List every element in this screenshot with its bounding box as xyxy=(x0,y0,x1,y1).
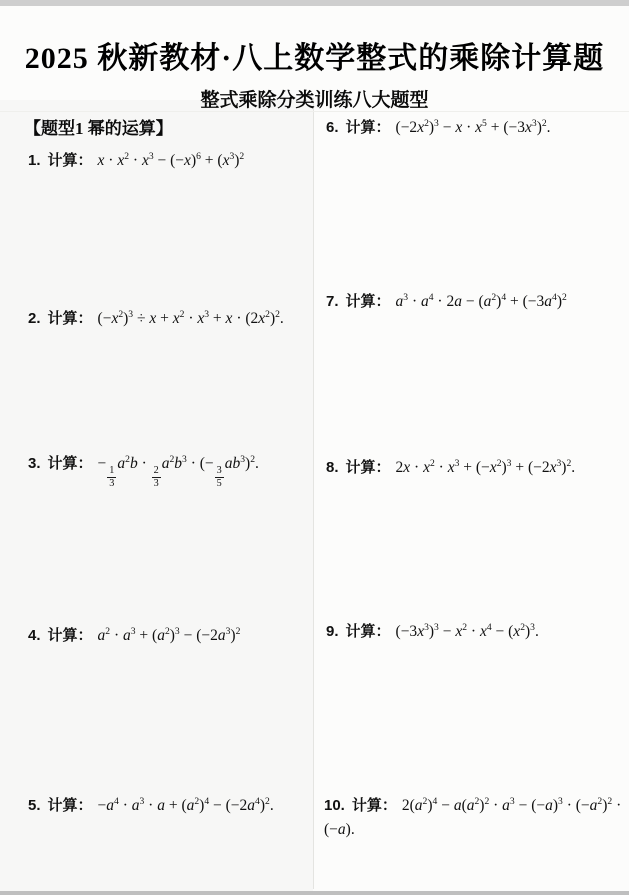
page-subtitle: 整式乘除分类训练八大题型 xyxy=(200,90,429,111)
problem-item-3 xyxy=(28,452,313,490)
problem-item-6 xyxy=(326,116,618,140)
problem-item-5 xyxy=(28,794,313,818)
problem-item-8 xyxy=(326,456,618,480)
problem-expression: $-a^4 \cdot a^3 \cdot a + (a^2)^4 - (-2a^4)^2$. xyxy=(97,795,274,814)
problem-number: 6. xyxy=(326,119,339,136)
section-heading: 【题型1 幂的运算】 xyxy=(24,119,173,138)
problem-label: 计算： xyxy=(351,797,397,814)
problem-number: 10. xyxy=(324,797,345,814)
problem-number: 3. xyxy=(28,455,41,472)
problem-expression: $a^3 \cdot a^4 \cdot 2a - (a^2)^4 + (-3a^4)^2$ xyxy=(395,291,567,310)
problem-item-7 xyxy=(326,290,618,314)
problem-expression: $x \cdot x^2 \cdot x^3 - (-x)^6 + (x^3)^2$ xyxy=(97,150,245,169)
problem-item-10 xyxy=(324,794,622,841)
problem-label: 计算： xyxy=(345,623,391,640)
scan-edge-bottom xyxy=(0,891,629,895)
problem-expression: $(-3x^3)^3 - x^2 \cdot x^4 - (x^2)^3$. xyxy=(395,621,539,640)
problem-label: 计算： xyxy=(47,310,93,327)
problem-expression: $2x \cdot x^2 \cdot x^3 + (-x^2)^3 + (-2x^3)^2$. xyxy=(395,457,576,476)
problem-number: 4. xyxy=(28,627,41,644)
problem-label: 计算： xyxy=(345,459,391,476)
problem-label: 计算： xyxy=(345,293,391,310)
problem-item-4 xyxy=(28,624,313,648)
problem-label: 计算： xyxy=(345,119,391,136)
left-column-shade xyxy=(0,100,313,891)
problem-expression: $(-2x^2)^3 - x \cdot x^5 + (-3x^3)^2$. xyxy=(395,117,551,136)
problem-item-1 xyxy=(28,149,313,173)
problem-number: 7. xyxy=(326,293,339,310)
problem-number: 1. xyxy=(28,152,41,169)
problem-label: 计算： xyxy=(47,627,93,644)
problem-number: 2. xyxy=(28,310,41,327)
problem-number: 8. xyxy=(326,459,339,476)
page-title: 2025 秋新教材·八上数学整式的乘除计算题 xyxy=(24,42,605,75)
problem-label: 计算： xyxy=(47,455,93,472)
problem-item-9 xyxy=(326,620,618,644)
problem-label: 计算： xyxy=(47,152,93,169)
problem-expression: − $\frac{1}{3}$ $a^2b$ · $\frac{2}{3}$ $a^2b^3$ · (− $\frac{3}{5}$ $ab^3)^2$. xyxy=(97,453,259,489)
scan-edge-top xyxy=(0,0,629,6)
problem-expression: $a^2 \cdot a^3 + (a^2)^3 - (-2a^3)^2$ xyxy=(97,625,241,644)
problem-label: 计算： xyxy=(47,797,93,814)
column-divider-line xyxy=(313,98,314,889)
problem-item-2 xyxy=(28,307,313,331)
problem-expression: $(-x^2)^3 \div x + x^2 \cdot x^3 + x \cdot (2x^2)^2$. xyxy=(97,308,284,327)
problem-number: 5. xyxy=(28,797,41,814)
problem-expression: $2(a^2)^4 - a(a^2)^2 \cdot a^3 - (-a)^3 \cdot (-a^2)^2 \cdot (-a)$. xyxy=(324,795,622,838)
problem-number: 9. xyxy=(326,623,339,640)
